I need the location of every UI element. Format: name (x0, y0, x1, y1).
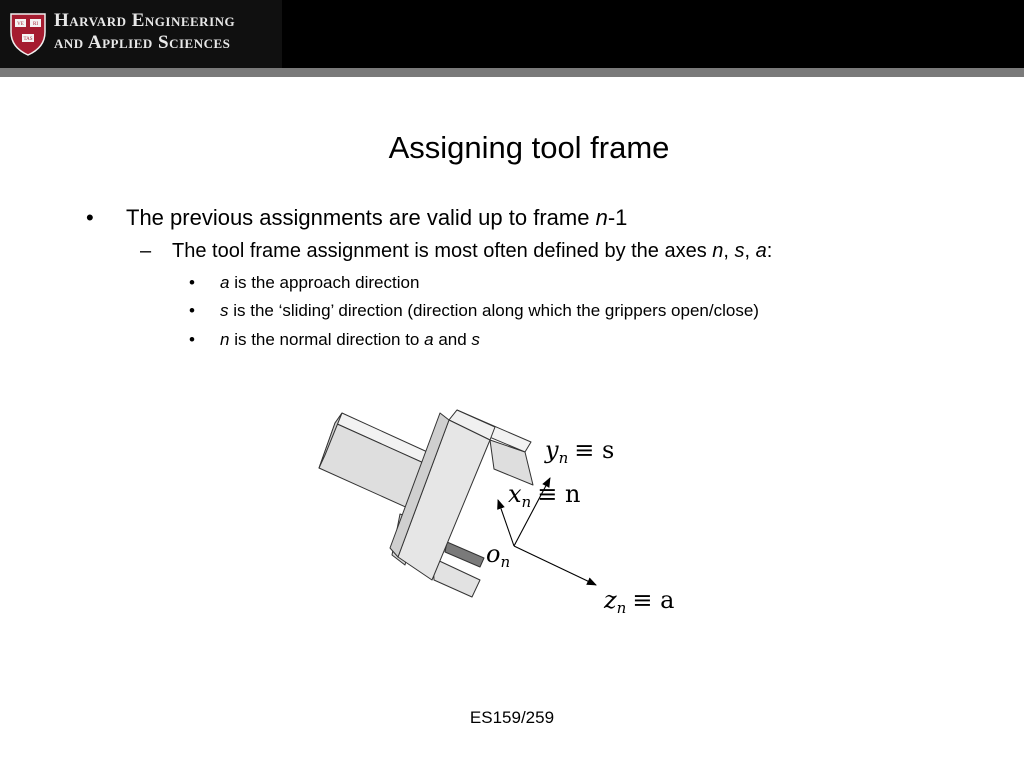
bullet-5-var-a: a (424, 330, 434, 349)
bullet-marker-2: – (140, 240, 152, 262)
bullet-5 (220, 330, 480, 350)
bullet-4 (220, 301, 759, 321)
brand-line-1: Harvard Engineering (54, 10, 236, 31)
footer-course-code: ES159/259 (469, 708, 555, 727)
shield-text-1: VE (17, 22, 24, 28)
bullet-2-tail: : (766, 240, 773, 262)
bullet-5-var-s: s (471, 330, 480, 349)
bullet-2-var-n: n (712, 240, 724, 262)
bullet-2 (172, 240, 772, 263)
bullet-4-var: s (220, 301, 229, 320)
bullet-marker-3: • (189, 273, 195, 292)
bullet-3-var: a (220, 273, 230, 292)
bullet-5-mid: and (433, 330, 472, 349)
brand-line-2: and Applied Sciences (54, 32, 231, 53)
shield-text-2: RI (33, 22, 38, 28)
tool-frame-figure (300, 395, 720, 625)
bullet-2-sep-2: , (744, 240, 756, 262)
brand-text (54, 10, 235, 54)
bullet-1-tail: -1 (607, 205, 628, 230)
logo-block (0, 0, 282, 68)
bullet-marker-1: • (86, 205, 94, 230)
bullet-5-var: n (220, 330, 230, 349)
bullet-2-var-a: a (755, 240, 767, 262)
bullet-marker-4: • (189, 301, 195, 320)
bullet-4-text: is the ‘sliding’ direction (direction along which the grippers open/close) (228, 301, 759, 320)
shield-text-3: TAS (23, 37, 33, 43)
axis-z-arrow (514, 546, 596, 585)
harvard-shield-icon (9, 12, 47, 56)
label-y-axis: $y_n \equiv s$ (545, 436, 615, 467)
header-divider-bar (0, 68, 1024, 77)
bullet-1-var: n (595, 205, 608, 230)
bullet-marker-5: • (189, 330, 195, 349)
bullet-5-text: is the normal direction to (229, 330, 425, 349)
label-origin: $o_n$ (486, 540, 511, 571)
slide-title: Assigning tool frame (388, 130, 670, 165)
label-z-axis: $z_n \equiv a$ (604, 586, 675, 617)
bullet-2-text: The tool frame assignment is most often defined by the axes (172, 240, 713, 262)
bullet-2-sep-1: , (723, 240, 735, 262)
bullet-3 (220, 273, 419, 293)
bullet-1-text: The previous assignments are valid up to frame (126, 205, 596, 230)
header-band (0, 0, 1024, 68)
bullet-2-var-s: s (734, 240, 745, 262)
bullet-1 (126, 205, 627, 231)
label-x-axis: $x_n \equiv n$ (508, 480, 581, 511)
bullet-3-text: is the approach direction (229, 273, 420, 292)
